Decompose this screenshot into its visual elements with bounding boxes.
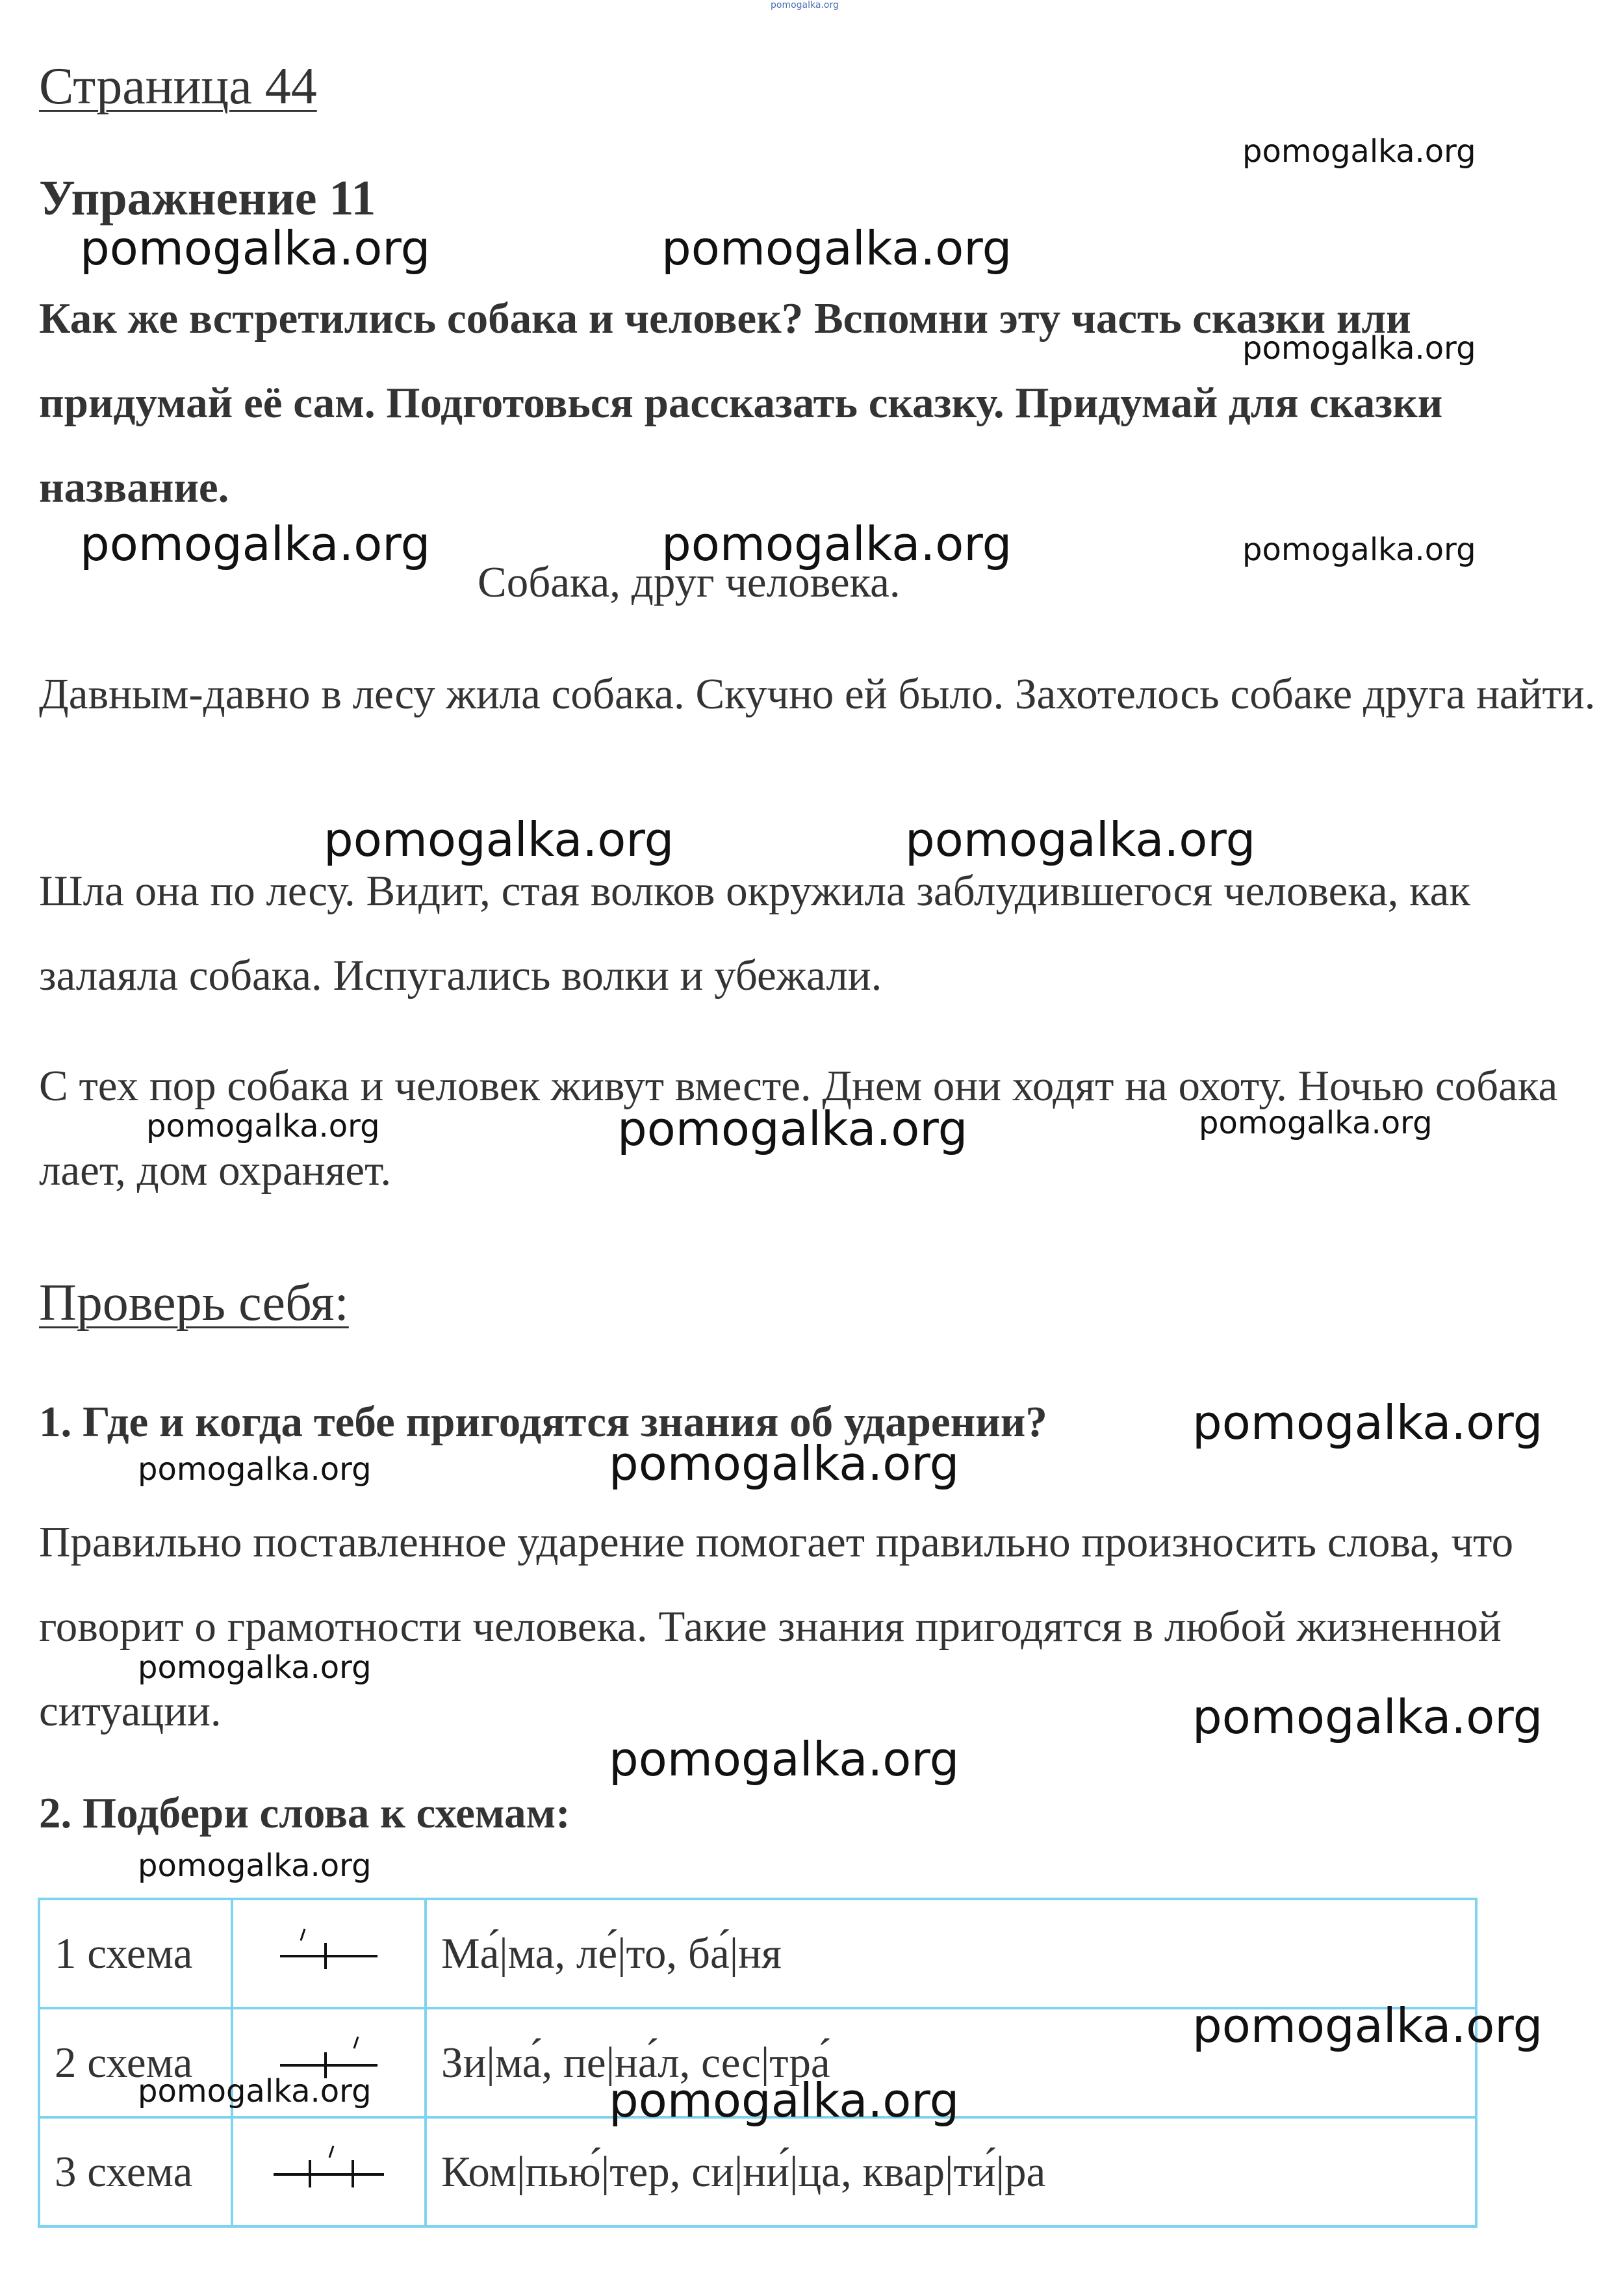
watermark: pomogalka.org: [609, 1436, 960, 1491]
scheme-words: Ма́|ма, ле́|то, ба́|ня: [426, 1899, 1476, 2008]
story-paragraph-1: Давным-давно в лесу жила собака. Скучно ей было. Захотелось собаке друга найти.: [39, 670, 1596, 718]
schemes-table: [38, 1898, 1478, 2228]
watermark: pomogalka.org: [80, 221, 431, 276]
watermark: pomogalka.org: [1199, 1105, 1433, 1141]
header-watermark: pomogalka.org: [771, 0, 839, 10]
scheme-label: 2 схема: [39, 2008, 232, 2117]
watermark: pomogalka.org: [609, 1732, 960, 1786]
check-yourself-title: Проверь себя:: [39, 1274, 349, 1332]
stress-scheme-3-icon: [267, 2141, 390, 2193]
question-1: 1. Где и когда тебе пригодятся знания об ударении?: [39, 1398, 1047, 1446]
watermark: pomogalka.org: [617, 1102, 968, 1156]
watermark: pomogalka.org: [609, 2073, 960, 2128]
scheme-words: Ком|пью́|тер, си|ни́|ца, квар|ти́|ра: [426, 2117, 1476, 2226]
watermark: pomogalka.org: [661, 517, 1012, 571]
scheme-words: Зи|ма́, пе|на́л, сес|тра́: [426, 2008, 1476, 2117]
watermark: pomogalka.org: [138, 1649, 372, 1686]
watermark: pomogalka.org: [324, 812, 674, 867]
watermark: pomogalka.org: [80, 517, 431, 571]
watermark: pomogalka.org: [1192, 1395, 1543, 1450]
watermark: pomogalka.org: [1192, 1998, 1543, 2053]
scheme-diagram: [232, 2117, 426, 2226]
watermark: pomogalka.org: [1192, 1690, 1543, 1744]
stress-scheme-1-icon: [274, 1922, 384, 1974]
watermark: pomogalka.org: [1242, 532, 1476, 568]
story-paragraph-2: Шла она по лесу. Видит, стая волков окружила заблудившегося человека, как залаяла собака. Испугались волки и убежали.: [39, 867, 1470, 1000]
watermark: pomogalka.org: [1242, 133, 1476, 170]
scheme-label: 3 схема: [39, 2117, 232, 2226]
scheme-label: 1 схема: [39, 1899, 232, 2008]
watermark: pomogalka.org: [146, 1108, 380, 1144]
story-title: Собака, друг человека.: [478, 558, 901, 606]
watermark: pomogalka.org: [905, 812, 1256, 867]
table-row: [39, 2117, 1476, 2226]
exercise-title: Упражнение 11: [39, 171, 376, 226]
task-text: Как же встретились собака и человек? Вспомни эту часть сказки или придумай её сам. Подготовься рассказать сказку. Придумай для сказки название.: [39, 294, 1443, 511]
watermark: pomogalka.org: [1242, 330, 1476, 367]
table-row: [39, 1899, 1476, 2008]
scheme-diagram: [232, 1899, 426, 2008]
watermark: pomogalka.org: [661, 221, 1012, 276]
watermark: pomogalka.org: [138, 1848, 372, 1884]
question-2: 2. Подбери слова к схемам:: [39, 1789, 570, 1837]
watermark: pomogalka.org: [138, 2073, 372, 2109]
answer-1: Правильно поставленное ударение помогает правильно произносить слова, что говорит о грамотности человека. Такие знания пригодятся в любой жизненной ситуации.: [39, 1518, 1514, 1735]
page-title: Страница 44: [39, 58, 317, 115]
watermark: pomogalka.org: [138, 1451, 372, 1488]
story-paragraph-3: С тех пор собака и человек живут вместе. Днем они ходят на охоту. Ночью собака лает, дом охраняет.: [39, 1062, 1558, 1194]
